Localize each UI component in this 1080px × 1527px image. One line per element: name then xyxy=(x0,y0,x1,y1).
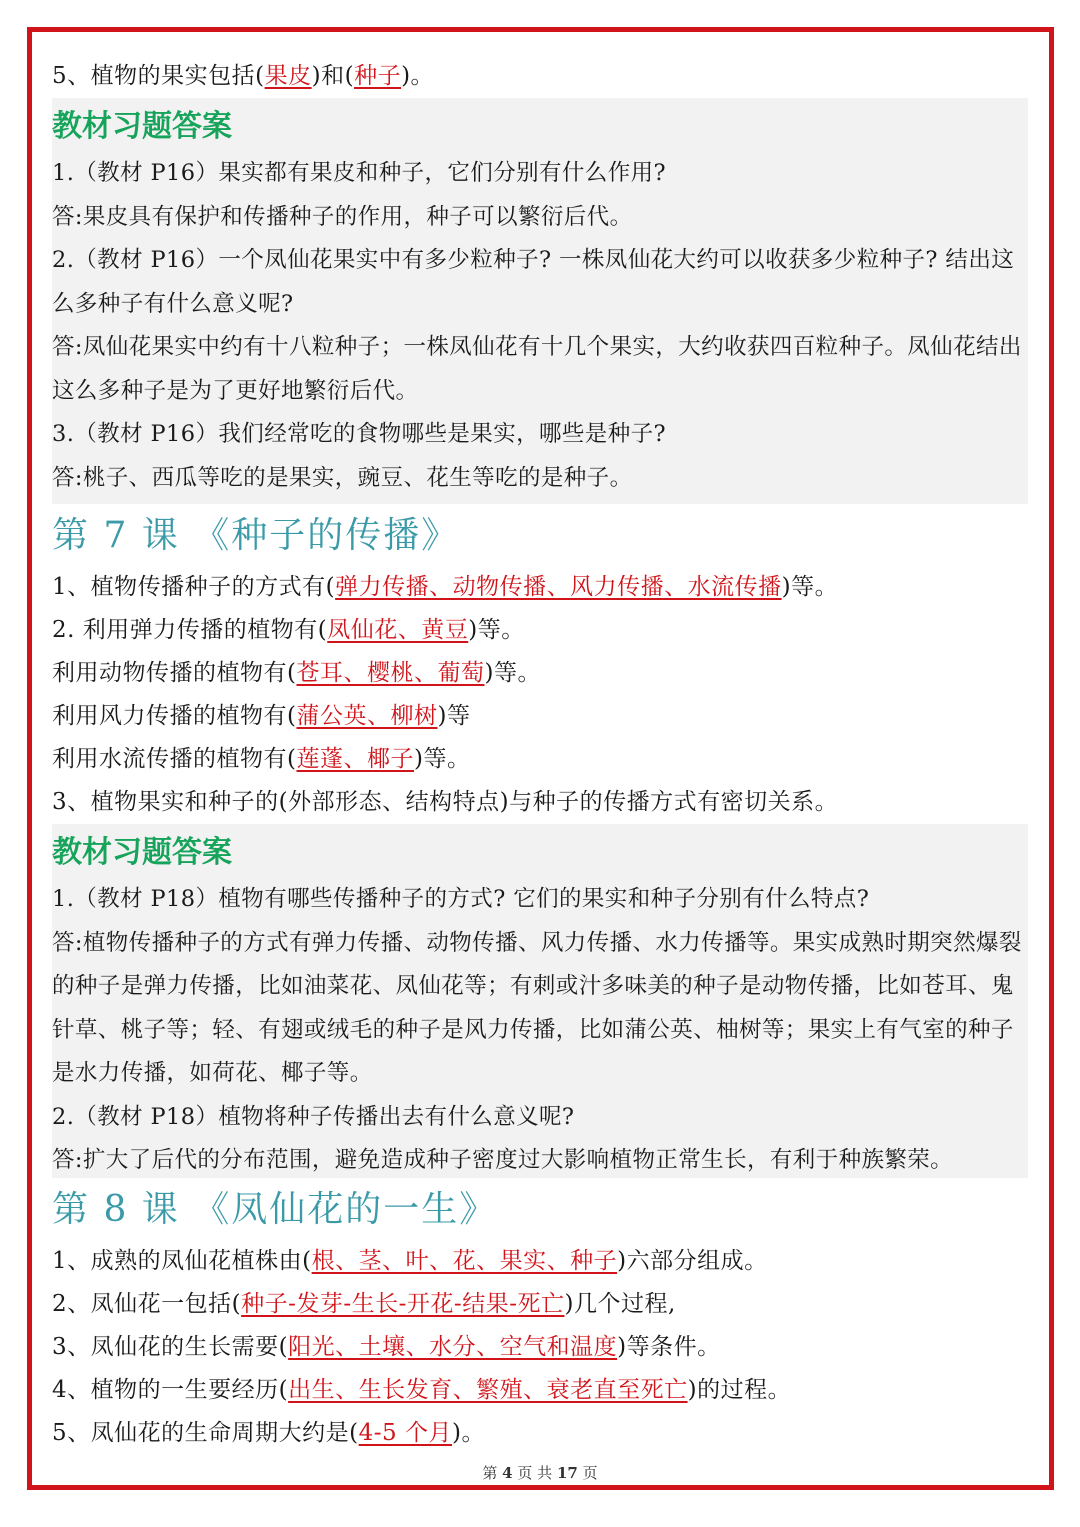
line-text: 3、植物果实和种子的(外部形态、结构特点)与种子的传播方式有密切关系。 xyxy=(52,789,839,815)
footer-text: 页 xyxy=(582,1464,598,1482)
list-item xyxy=(52,738,1028,781)
line-text: )几个过程, xyxy=(564,1291,676,1317)
list-item xyxy=(52,1326,1028,1369)
total-pages: 17 xyxy=(556,1464,578,1482)
line-text: 5、植物的果实包括( xyxy=(52,63,265,89)
list-item xyxy=(52,1240,1028,1283)
textbook-answers-block-2 xyxy=(52,824,1028,1178)
answer-text: 种子-发芽-生长-开花-结果-死亡 xyxy=(241,1291,565,1317)
line-text: )等。 xyxy=(484,660,541,686)
line-text: 5、凤仙花的生命周期大约是( xyxy=(52,1420,359,1446)
answer-text: 根、茎、叶、花、果实、种子 xyxy=(311,1248,618,1274)
fruit-parts-line xyxy=(52,55,1028,98)
line-text: 1、植物传播种子的方式有( xyxy=(52,574,336,600)
line-text: 4、植物的一生要经历( xyxy=(52,1377,289,1403)
page-content xyxy=(52,55,1028,1455)
list-item xyxy=(52,1412,1028,1455)
qa-line: 答:扩大了后代的分布范围，避免造成种子密度过大影响植物正常生长，有利于种族繁荣。 xyxy=(52,1147,954,1173)
line-text: 3、凤仙花的生长需要( xyxy=(52,1334,289,1360)
section-heading: 教材习题答案 xyxy=(52,109,232,144)
qa-line: 3.（教材 P16）我们经常吃的食物哪些是果实，哪些是种子? xyxy=(52,421,666,447)
qa-line: 答:凤仙花果实中约有十八粒种子；一株凤仙花有十几个果实，大约收获四百粒种子。凤仙花结出这么多种子是为了更好地繁衍后代。 xyxy=(52,334,1022,404)
qa-line: 1.（教材 P18）植物有哪些传播种子的方式? 它们的果实和种子分别有什么特点? xyxy=(52,886,870,912)
line-text: 利用动物传播的植物有( xyxy=(52,660,297,686)
line-text: 利用水流传播的植物有( xyxy=(52,746,297,772)
answer-text: 弹力传播、动物传播、风力传播、水流传播 xyxy=(335,574,782,600)
section-heading: 教材习题答案 xyxy=(52,835,232,870)
line-text: )和( xyxy=(311,63,355,89)
answer-text: 出生、生长发育、繁殖、衰老直至死亡 xyxy=(288,1377,688,1403)
line-text: )。 xyxy=(451,1420,485,1446)
line-text: 1、成熟的凤仙花植株由( xyxy=(52,1248,312,1274)
line-text: )等。 xyxy=(413,746,471,772)
list-item xyxy=(52,695,1028,738)
lesson-7-title: 第 7 课 《种子的传播》 xyxy=(52,515,460,556)
answer-text: 果皮 xyxy=(264,63,312,89)
list-item xyxy=(52,609,1028,652)
line-text: )的过程。 xyxy=(687,1377,792,1403)
line-text: 2. 利用弹力传播的植物有( xyxy=(52,617,328,643)
textbook-answers-block-1 xyxy=(52,98,1028,504)
qa-line: 2.（教材 P18）植物将种子传播出去有什么意义呢? xyxy=(52,1103,575,1130)
line-text: )六部分组成。 xyxy=(617,1248,768,1274)
line-text: 2、凤仙花一包括( xyxy=(52,1291,242,1317)
answer-text: 4-5 个月 xyxy=(358,1420,452,1446)
lesson-7-list xyxy=(52,566,1028,824)
line-text: )等 xyxy=(437,703,471,729)
answer-text: 莲蓬、椰子 xyxy=(296,746,414,772)
qa-line: 答:植物传播种子的方式有弹力传播、动物传播、风力传播、水力传播等。果实成熟时期突然爆裂的种子是弹力传播，比如油菜花、凤仙花等；有刺或汁多味美的种子是动物传播，比如苍耳、鬼针草、桃子等；轻、有翅或绒毛的种子是风力传播，比如蒲公英、柚树等；果实上有气室的种子是水力传播，如荷花、椰子等。 xyxy=(52,929,1022,1086)
answer-text: 凤仙花、黄豆 xyxy=(327,617,469,643)
answer-text: 阳光、土壤、水分、空气和温度 xyxy=(288,1334,618,1360)
footer-text: 页 共 xyxy=(517,1464,553,1482)
page-footer xyxy=(0,1462,1080,1483)
list-item xyxy=(52,781,1028,824)
qa-line: 答:果皮具有保护和传播种子的作用，种子可以繁衍后代。 xyxy=(52,203,633,230)
page-number: 4 xyxy=(502,1464,513,1482)
footer-text: 第 xyxy=(482,1464,498,1482)
qa-line: 2.（教材 P16）一个凤仙花果实中有多少粒种子? 一株凤仙花大约可以收获多少粒种子? 结出这么多种子有什么意义呢? xyxy=(52,247,1015,317)
qa-line: 1.（教材 P16）果实都有果皮和种子，它们分别有什么作用? xyxy=(52,160,666,186)
list-item xyxy=(52,652,1028,695)
line-text: )等条件。 xyxy=(617,1334,721,1360)
answer-text: 蒲公英、柳树 xyxy=(296,703,438,729)
list-item xyxy=(52,1369,1028,1412)
line-text: )。 xyxy=(401,63,435,89)
line-text: )等。 xyxy=(781,574,839,600)
answer-text: 苍耳、樱桃、葡萄 xyxy=(296,660,485,686)
answer-text: 种子 xyxy=(354,63,402,89)
lesson-8-list xyxy=(52,1240,1028,1455)
lesson-8-title: 第 8 课 《凤仙花的一生》 xyxy=(52,1189,498,1230)
line-text: )等。 xyxy=(468,617,525,643)
line-text: 利用风力传播的植物有( xyxy=(52,703,297,729)
list-item xyxy=(52,566,1028,609)
qa-line: 答:桃子、西瓜等吃的是果实，豌豆、花生等吃的是种子。 xyxy=(52,464,633,491)
list-item xyxy=(52,1283,1028,1326)
